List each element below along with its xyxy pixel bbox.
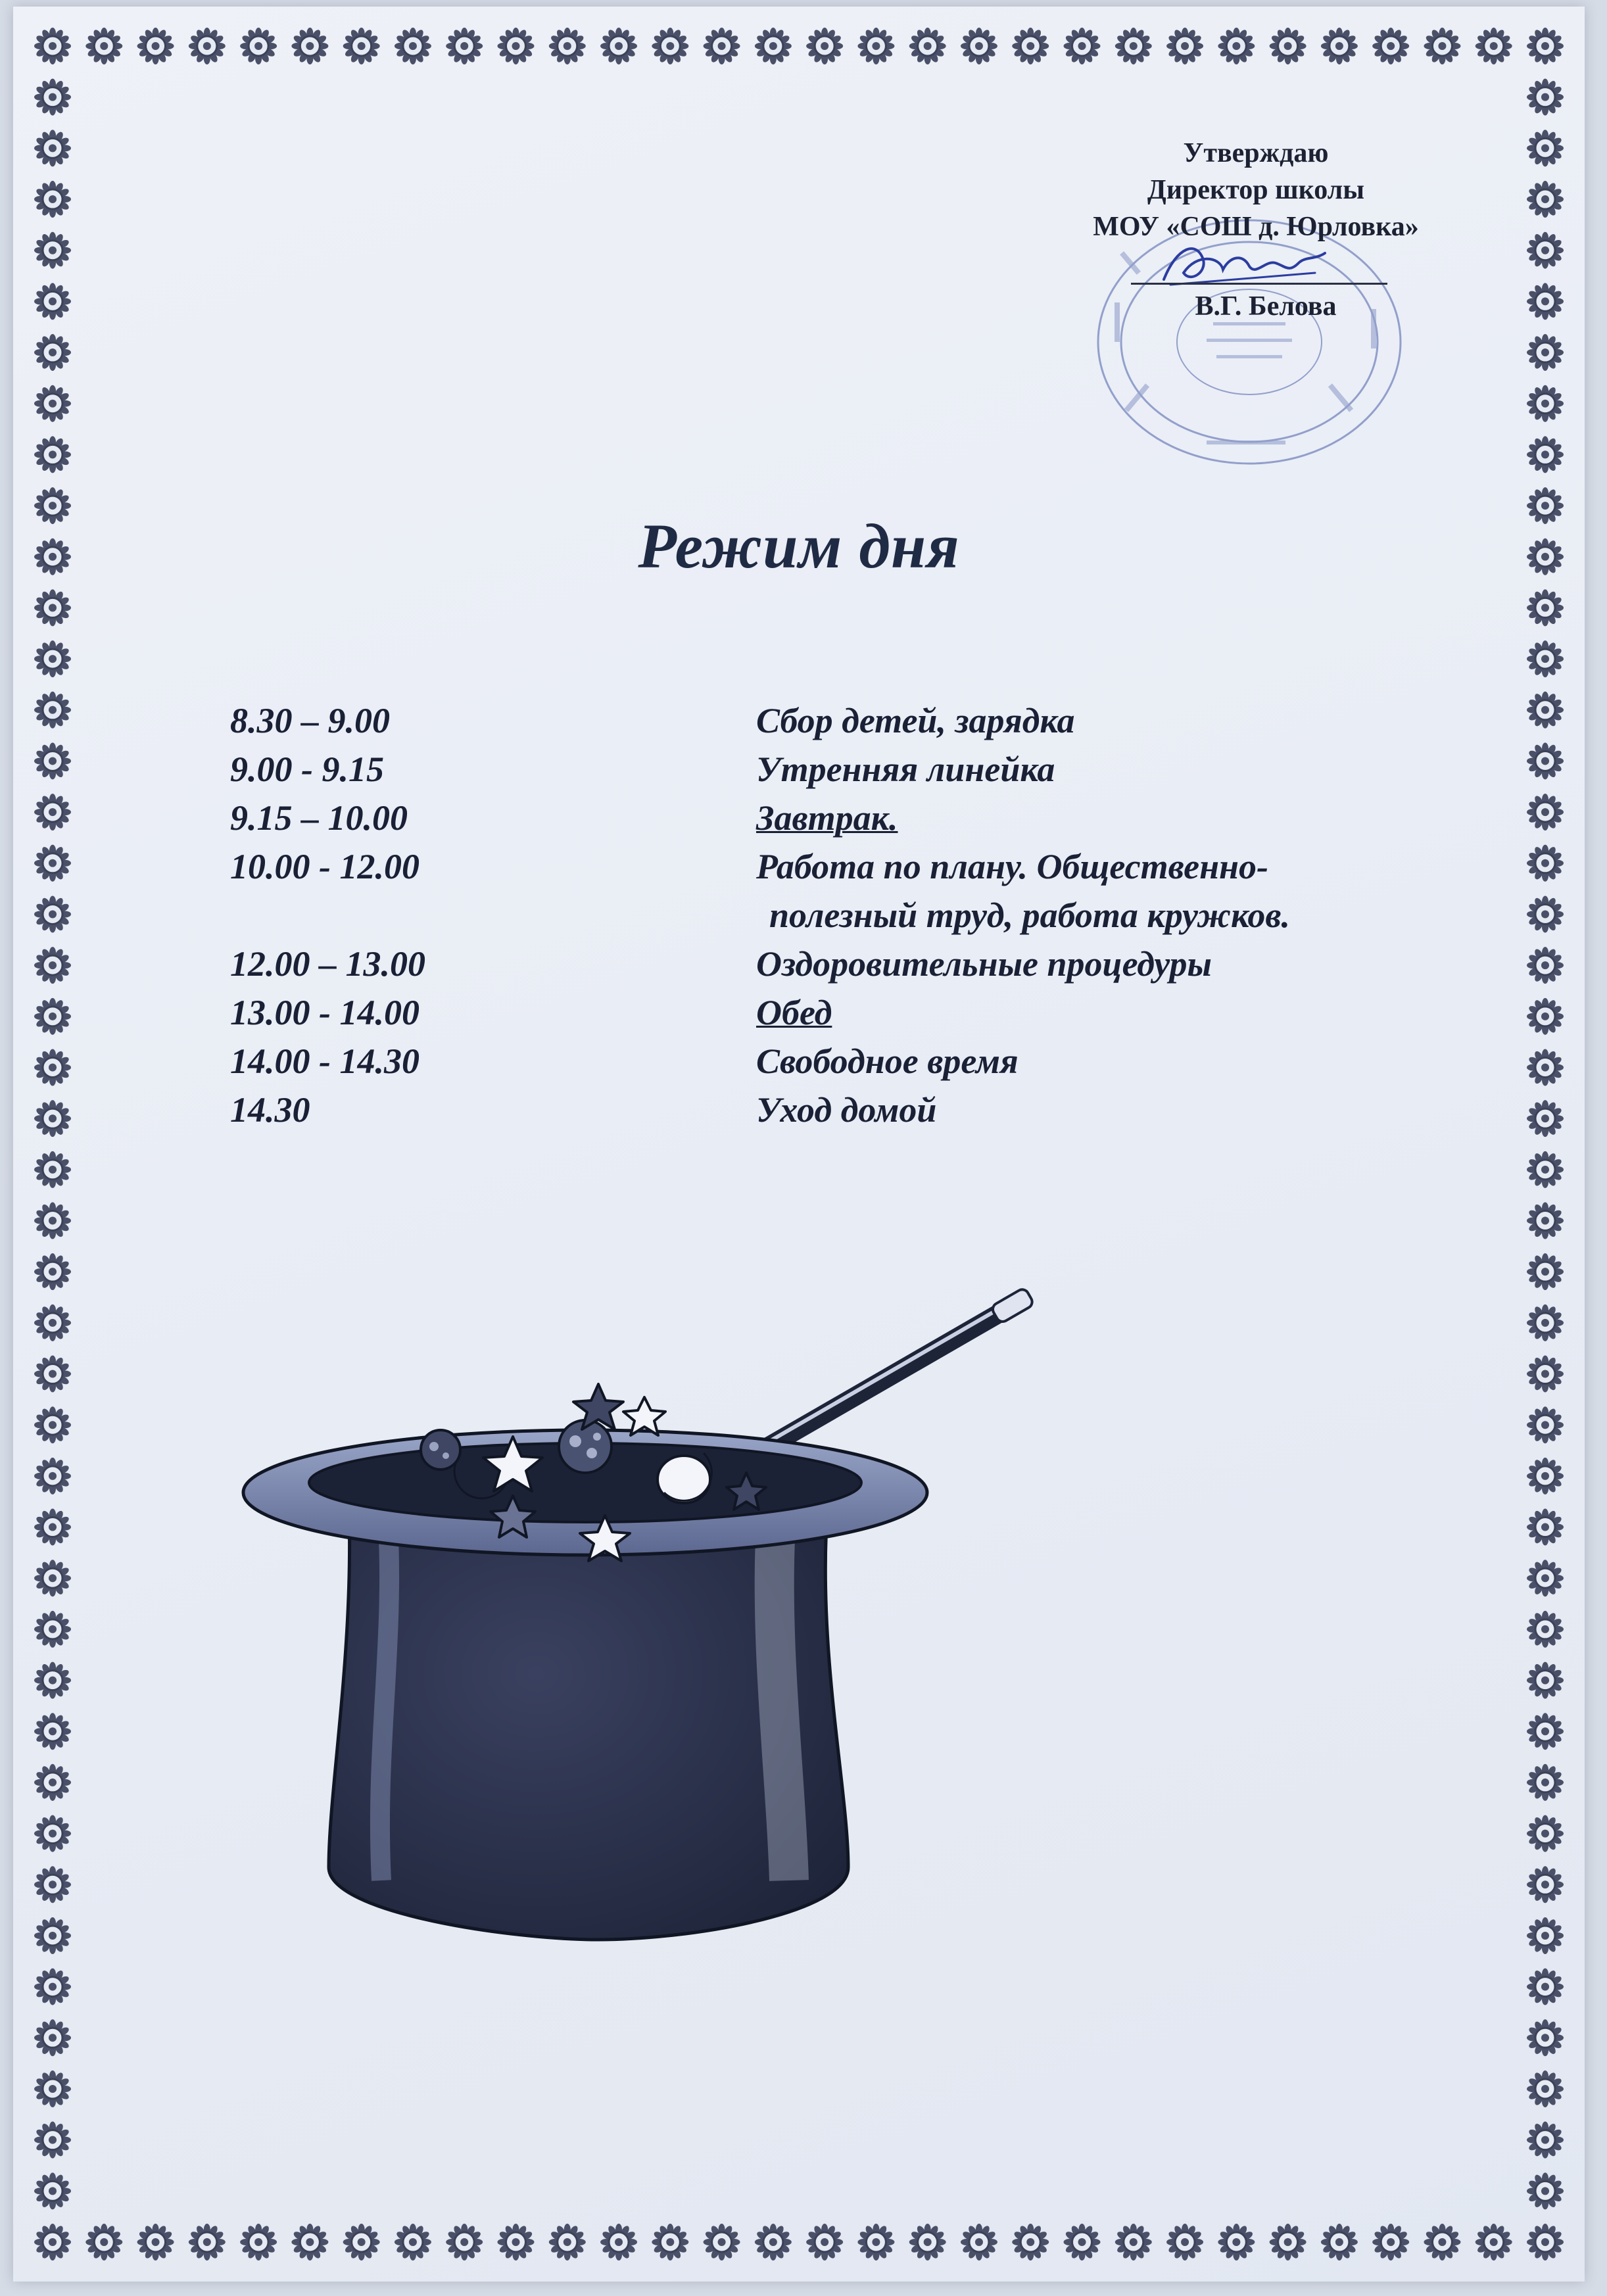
schedule-time: 12.00 – 13.00	[230, 944, 425, 984]
approval-block	[1039, 135, 1473, 245]
schedule-activity: Обед	[756, 993, 832, 1032]
schedule-time: 14.30	[230, 1090, 310, 1130]
schedule-activity: Оздоровительные процедуры	[756, 944, 1212, 984]
director-name: В.Г. Белова	[1195, 291, 1337, 322]
schedule-row	[230, 846, 1479, 895]
schedule-row	[230, 992, 1479, 1041]
schedule-activity: Уход домой	[756, 1090, 937, 1130]
daily-schedule	[230, 700, 1479, 1138]
signature-line	[1131, 283, 1387, 285]
schedule-activity: Утренняя линейка	[756, 750, 1055, 789]
handwritten-signature	[1157, 233, 1328, 299]
schedule-row	[230, 1041, 1479, 1089]
schedule-activity: Сбор детей, зарядка	[756, 701, 1075, 740]
schedule-activity: Свободное время	[756, 1041, 1019, 1081]
schedule-time: 10.00 - 12.00	[230, 847, 420, 886]
schedule-row	[230, 798, 1479, 846]
schedule-row	[230, 1089, 1479, 1138]
schedule-time: 14.00 - 14.30	[230, 1041, 420, 1081]
page-title: Режим дня	[638, 511, 960, 581]
approval-heading: Утверждаю	[1183, 138, 1329, 168]
schedule-time: 13.00 - 14.00	[230, 993, 420, 1032]
schedule-row	[230, 944, 1479, 992]
schedule-row	[230, 749, 1479, 798]
schedule-time: 8.30 – 9.00	[230, 701, 390, 740]
magic-hat-illustration	[237, 1184, 1302, 2005]
schedule-time: 9.15 – 10.00	[230, 798, 408, 838]
schedule-row	[230, 895, 1479, 944]
approval-school: МОУ «СОШ д. Юрловка»	[1093, 212, 1419, 242]
schedule-row	[230, 700, 1479, 749]
approval-position: Директор школы	[1147, 175, 1365, 205]
document-page	[13, 7, 1585, 2282]
schedule-activity: Работа по плану. Общественно-	[756, 847, 1269, 886]
schedule-time: 9.00 - 9.15	[230, 750, 384, 789]
schedule-activity: полезный труд, работа кружков.	[769, 896, 1290, 935]
schedule-activity: Завтрак.	[756, 798, 898, 838]
